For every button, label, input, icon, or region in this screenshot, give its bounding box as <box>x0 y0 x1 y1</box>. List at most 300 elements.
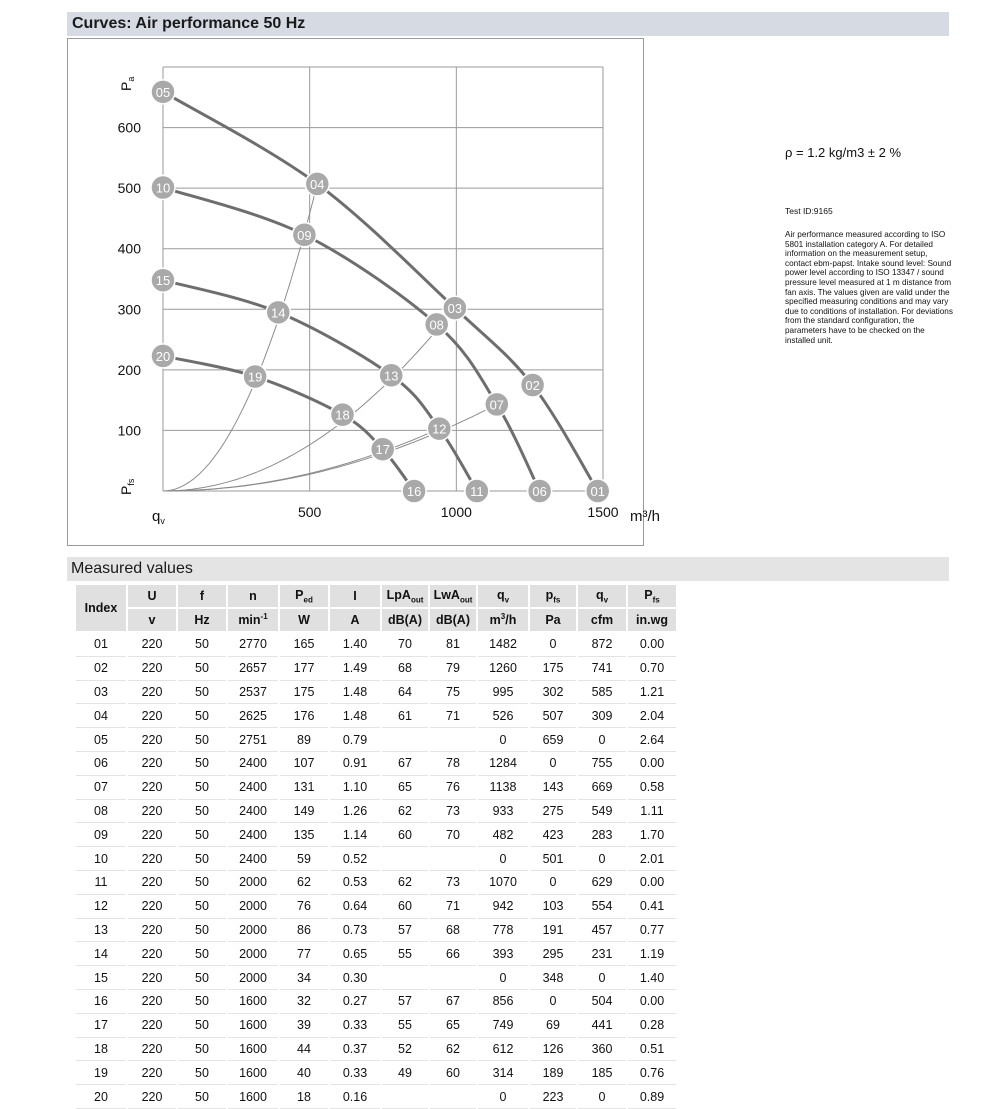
table-cell: 220 <box>128 847 176 871</box>
table-cell: 131 <box>280 776 328 800</box>
table-cell: 223 <box>530 1085 576 1109</box>
table-cell: 76 <box>280 895 328 919</box>
table-cell: 0.73 <box>330 919 380 943</box>
operating-point-label: 16 <box>406 484 422 499</box>
table-cell: 77 <box>280 942 328 966</box>
table-cell: 360 <box>578 1038 626 1062</box>
table-cell: 71 <box>430 895 476 919</box>
table-cell: 60 <box>382 823 428 847</box>
table-cell: 50 <box>178 990 226 1014</box>
table-cell: 60 <box>430 1061 476 1085</box>
table-cell: 50 <box>178 1014 226 1038</box>
table-row <box>76 800 676 824</box>
table-cell: 0.00 <box>628 990 676 1014</box>
section-title: Curves: Air performance 50 Hz <box>72 15 306 32</box>
table-cell: 57 <box>382 919 428 943</box>
table-cell: 482 <box>478 823 528 847</box>
operating-point-label: 08 <box>429 317 444 333</box>
table-cell: 149 <box>280 800 328 824</box>
table-cell: 0.00 <box>628 633 676 657</box>
table-row <box>76 1014 676 1038</box>
table-cell: 2.04 <box>628 704 676 728</box>
table-cell: 755 <box>578 752 626 776</box>
table-cell: 75 <box>430 681 476 705</box>
table-cell: 50 <box>178 728 226 752</box>
column-unit: dB(A) <box>382 609 428 633</box>
table-cell <box>430 966 476 990</box>
table-cell: 62 <box>430 1038 476 1062</box>
table-cell: 0 <box>578 1085 626 1109</box>
table-cell: 68 <box>382 657 428 681</box>
column-unit: Hz <box>178 609 226 633</box>
table-cell: 612 <box>478 1038 528 1062</box>
table-cell: 348 <box>530 966 576 990</box>
table-cell: 2400 <box>228 752 278 776</box>
table-cell: 0.51 <box>628 1038 676 1062</box>
column-header: n <box>228 585 278 609</box>
table-cell: 50 <box>178 895 226 919</box>
table-cell: 70 <box>430 823 476 847</box>
table-cell: 2400 <box>228 823 278 847</box>
table-cell <box>430 1085 476 1109</box>
table-cell: 314 <box>478 1061 528 1085</box>
column-unit: W <box>280 609 328 633</box>
table-row <box>76 704 676 728</box>
column-unit: cfm <box>578 609 626 633</box>
table-cell: 65 <box>382 776 428 800</box>
table-cell: 107 <box>280 752 328 776</box>
table-cell: 2000 <box>228 895 278 919</box>
table-cell: 89 <box>280 728 328 752</box>
table-cell: 1.19 <box>628 942 676 966</box>
x-axis-unit-label: m³/h <box>630 508 660 525</box>
operating-point-label: 03 <box>447 301 463 317</box>
table-cell: 1260 <box>478 657 528 681</box>
table-row <box>76 942 676 966</box>
table-cell: 554 <box>578 895 626 919</box>
column-unit: $m^3/h$ <box>478 609 528 633</box>
table-cell: 50 <box>178 1061 226 1085</box>
table-cell: 220 <box>128 871 176 895</box>
table-cell: 1.26 <box>330 800 380 824</box>
table-cell: 81 <box>430 633 476 657</box>
table-row <box>76 681 676 705</box>
table-cell: 55 <box>382 1014 428 1038</box>
table-cell: 2537 <box>228 681 278 705</box>
table-row <box>76 847 676 871</box>
y-tick-label: 200 <box>117 361 141 378</box>
operating-point-label: 11 <box>470 484 484 499</box>
table-cell: 0.76 <box>628 1061 676 1085</box>
table-cell: 191 <box>530 919 576 943</box>
table-cell: 0.00 <box>628 871 676 895</box>
table-cell: 64 <box>382 681 428 705</box>
table-cell: 2000 <box>228 942 278 966</box>
table-cell: 220 <box>128 752 176 776</box>
column-header: $P_{ed}$ <box>280 585 328 609</box>
table-cell: 50 <box>178 752 226 776</box>
table-cell: 0 <box>478 1085 528 1109</box>
x-tick-label: 500 <box>297 504 322 520</box>
table-cell: 61 <box>382 704 428 728</box>
table-cell: 50 <box>178 776 226 800</box>
table-cell: 220 <box>128 919 176 943</box>
table-cell: 19 <box>76 1061 126 1085</box>
table-cell: 08 <box>76 800 126 824</box>
table-row <box>76 823 676 847</box>
column-header: $p_{fs}$ <box>530 585 576 609</box>
table-cell: 52 <box>382 1038 428 1062</box>
table-cell: 457 <box>578 919 626 943</box>
operating-point-label: 10 <box>155 180 171 196</box>
operating-point-label: 09 <box>297 227 312 243</box>
table-cell: 0.70 <box>628 657 676 681</box>
table-cell: 1.48 <box>330 704 380 728</box>
table-cell: 2000 <box>228 871 278 895</box>
table-cell: 659 <box>530 728 576 752</box>
operating-point-label: 04 <box>310 176 325 192</box>
table-cell: 0 <box>578 966 626 990</box>
table-cell: 17 <box>76 1014 126 1038</box>
table-cell: 126 <box>530 1038 576 1062</box>
table-cell: 175 <box>280 681 328 705</box>
table-cell: 2000 <box>228 966 278 990</box>
table-cell: 16 <box>76 990 126 1014</box>
table-cell: 0.37 <box>330 1038 380 1062</box>
table-cell: 669 <box>578 776 626 800</box>
y-tick-label: 500 <box>117 180 141 197</box>
fan-curve <box>163 188 540 491</box>
table-cell: 220 <box>128 966 176 990</box>
table-cell: 629 <box>578 871 626 895</box>
table-cell: 57 <box>382 990 428 1014</box>
column-header: LwA$_{out}$ <box>430 585 476 609</box>
table-cell: 0.33 <box>330 1014 380 1038</box>
table-cell: 60 <box>382 895 428 919</box>
table-cell: 02 <box>76 657 126 681</box>
table-cell: 220 <box>128 1014 176 1038</box>
table-cell: 20 <box>76 1085 126 1109</box>
chart-svg <box>68 39 660 545</box>
table-cell: 0.27 <box>330 990 380 1014</box>
table-cell: 62 <box>280 871 328 895</box>
operating-point-label: 20 <box>155 348 171 364</box>
column-unit: dB(A) <box>430 609 476 633</box>
column-header: U <box>128 585 176 609</box>
table-cell: 1.11 <box>628 800 676 824</box>
table-cell: 0 <box>478 847 528 871</box>
table-cell: 220 <box>128 800 176 824</box>
table-cell: 741 <box>578 657 626 681</box>
table-cell: 283 <box>578 823 626 847</box>
table-cell: 79 <box>430 657 476 681</box>
table-units-row <box>76 609 676 633</box>
table-cell: 03 <box>76 681 126 705</box>
measured-values-table-wrap <box>74 585 678 1109</box>
table-cell: 189 <box>530 1061 576 1085</box>
table-cell: 18 <box>280 1085 328 1109</box>
table-cell: 62 <box>382 871 428 895</box>
table-cell: 09 <box>76 823 126 847</box>
table-cell: 50 <box>178 633 226 657</box>
table-cell: 2657 <box>228 657 278 681</box>
table-cell: 73 <box>430 800 476 824</box>
table-cell: 1600 <box>228 1014 278 1038</box>
table-cell: 2.01 <box>628 847 676 871</box>
table-section-header <box>67 557 949 581</box>
column-header: LpA$_{out}$ <box>382 585 428 609</box>
table-cell: 2400 <box>228 847 278 871</box>
table-cell: 0.30 <box>330 966 380 990</box>
system-curve <box>163 308 455 491</box>
table-cell: 549 <box>578 800 626 824</box>
table-cell: 585 <box>578 681 626 705</box>
operating-point-label: 13 <box>383 368 399 384</box>
operating-point-label: 05 <box>155 84 171 100</box>
table-row <box>76 1061 676 1085</box>
y-tick-label: 300 <box>117 301 141 318</box>
x-tick-label: 1500 <box>587 504 619 520</box>
table-cell: 66 <box>430 942 476 966</box>
table-row <box>76 1038 676 1062</box>
table-cell: 44 <box>280 1038 328 1062</box>
table-cell: 2.64 <box>628 728 676 752</box>
table-row <box>76 728 676 752</box>
chart-section-header <box>67 12 949 36</box>
y-tick-label: 100 <box>117 422 141 439</box>
table-cell: 220 <box>128 776 176 800</box>
table-cell: 2625 <box>228 704 278 728</box>
table-cell: 0.65 <box>330 942 380 966</box>
table-cell: 995 <box>478 681 528 705</box>
table-cell: 1.70 <box>628 823 676 847</box>
table-cell: 2400 <box>228 800 278 824</box>
table-cell: 295 <box>530 942 576 966</box>
table-cell: 18 <box>76 1038 126 1062</box>
table-row <box>76 752 676 776</box>
table-cell: 34 <box>280 966 328 990</box>
table-cell: 11 <box>76 871 126 895</box>
operating-point-label: 01 <box>590 484 605 499</box>
table-cell: 59 <box>280 847 328 871</box>
table-cell: 50 <box>178 657 226 681</box>
table-cell: 0 <box>530 990 576 1014</box>
table-cell: 441 <box>578 1014 626 1038</box>
table-cell: 220 <box>128 1061 176 1085</box>
table-cell: 942 <box>478 895 528 919</box>
operating-point-label: 12 <box>432 421 447 437</box>
table-cell: 220 <box>128 681 176 705</box>
table-row <box>76 871 676 895</box>
fan-curve <box>163 356 414 491</box>
table-cell: 0.64 <box>330 895 380 919</box>
table-cell: 220 <box>128 633 176 657</box>
table-cell: 71 <box>430 704 476 728</box>
table-cell: 10 <box>76 847 126 871</box>
table-cell: 526 <box>478 704 528 728</box>
table-cell: 0.41 <box>628 895 676 919</box>
table-cell: 0 <box>530 752 576 776</box>
y-tick-label: 400 <box>117 240 141 257</box>
table-cell: 0.79 <box>330 728 380 752</box>
table-cell: 68 <box>430 919 476 943</box>
operating-point-label: 07 <box>489 397 505 413</box>
column-header: $q_v$ <box>578 585 626 609</box>
air-density-note: ρ = 1.2 kg/m3 ± 2 % <box>785 145 902 160</box>
column-header: $q_v$ <box>478 585 528 609</box>
table-cell: 1600 <box>228 1038 278 1062</box>
y-axis-bottom-label: $P_{fs}$ <box>118 478 136 495</box>
table-cell: 1600 <box>228 990 278 1014</box>
table-cell: 14 <box>76 942 126 966</box>
table-cell: 1070 <box>478 871 528 895</box>
table-cell: 220 <box>128 1085 176 1109</box>
table-cell <box>382 847 428 871</box>
table-cell: 50 <box>178 823 226 847</box>
table-cell: 0.00 <box>628 752 676 776</box>
table-cell: 50 <box>178 966 226 990</box>
column-unit: A <box>330 609 380 633</box>
table-cell: 1482 <box>478 633 528 657</box>
table-cell: 1.40 <box>628 966 676 990</box>
column-unit: in.wg <box>628 609 676 633</box>
table-cell: 2000 <box>228 919 278 943</box>
table-row <box>76 990 676 1014</box>
table-cell: 0.52 <box>330 847 380 871</box>
table-cell: 176 <box>280 704 328 728</box>
table-row <box>76 633 676 657</box>
table-cell: 1284 <box>478 752 528 776</box>
table-cell: 0.33 <box>330 1061 380 1085</box>
table-cell: 39 <box>280 1014 328 1038</box>
table-cell: 78 <box>430 752 476 776</box>
table-cell: 103 <box>530 895 576 919</box>
table-cell: 302 <box>530 681 576 705</box>
table-cell: 0.91 <box>330 752 380 776</box>
table-cell: 143 <box>530 776 576 800</box>
table-cell: 933 <box>478 800 528 824</box>
table-cell: 50 <box>178 800 226 824</box>
operating-point-label: 06 <box>532 484 547 499</box>
table-cell: 1.48 <box>330 681 380 705</box>
table-cell: 1600 <box>228 1085 278 1109</box>
table-cell: 04 <box>76 704 126 728</box>
table-row <box>76 966 676 990</box>
x-axis-label: $q_v$ <box>152 508 165 526</box>
table-cell: 165 <box>280 633 328 657</box>
table-cell: 01 <box>76 633 126 657</box>
table-cell: 275 <box>530 800 576 824</box>
table-cell: 0.89 <box>628 1085 676 1109</box>
table-cell: 1600 <box>228 1061 278 1085</box>
fan-curve <box>163 92 598 491</box>
table-cell: 0 <box>478 728 528 752</box>
table-cell: 778 <box>478 919 528 943</box>
table-cell: 12 <box>76 895 126 919</box>
table-cell: 749 <box>478 1014 528 1038</box>
table-row <box>76 895 676 919</box>
table-cell <box>430 728 476 752</box>
table-row <box>76 657 676 681</box>
table-cell: 70 <box>382 633 428 657</box>
table-cell: 0 <box>578 728 626 752</box>
table-cell: 423 <box>530 823 576 847</box>
table-cell: 50 <box>178 871 226 895</box>
x-tick-label: 1000 <box>440 504 472 520</box>
table-cell: 07 <box>76 776 126 800</box>
operating-point-label: 19 <box>247 369 263 385</box>
table-cell: 507 <box>530 704 576 728</box>
table-cell: 55 <box>382 942 428 966</box>
system-curve <box>163 429 439 491</box>
table-cell: 50 <box>178 704 226 728</box>
table-cell: 1.49 <box>330 657 380 681</box>
column-unit: v <box>128 609 176 633</box>
table-cell: 0 <box>578 847 626 871</box>
operating-point-label: 15 <box>155 273 171 289</box>
table-cell: 309 <box>578 704 626 728</box>
table-cell: 50 <box>178 942 226 966</box>
table-cell <box>382 1085 428 1109</box>
operating-point-label: 17 <box>375 442 390 458</box>
table-cell: 76 <box>430 776 476 800</box>
table-cell: 32 <box>280 990 328 1014</box>
operating-point-label: 02 <box>525 378 540 393</box>
table-cell: 185 <box>578 1061 626 1085</box>
table-cell: 1.14 <box>330 823 380 847</box>
table-cell: 50 <box>178 681 226 705</box>
column-header: f <box>178 585 226 609</box>
table-cell: 0.58 <box>628 776 676 800</box>
table-cell <box>430 847 476 871</box>
fan-curve <box>163 280 477 491</box>
column-header: I <box>330 585 380 609</box>
table-row <box>76 1085 676 1109</box>
operating-point-label: 18 <box>335 407 350 423</box>
air-performance-chart <box>67 38 660 546</box>
column-header-index: Index <box>76 585 126 633</box>
table-cell: 504 <box>578 990 626 1014</box>
table-cell <box>382 966 428 990</box>
table-cell: 86 <box>280 919 328 943</box>
table-cell: 50 <box>178 919 226 943</box>
table-cell: 220 <box>128 895 176 919</box>
table-cell: 50 <box>178 847 226 871</box>
table-cell: 220 <box>128 704 176 728</box>
table-cell: 220 <box>128 823 176 847</box>
table-cell: 393 <box>478 942 528 966</box>
table-row <box>76 776 676 800</box>
table-cell: 67 <box>382 752 428 776</box>
table-cell: 220 <box>128 990 176 1014</box>
table-cell: 73 <box>430 871 476 895</box>
table-cell: 2400 <box>228 776 278 800</box>
y-tick-label: 600 <box>117 119 141 136</box>
table-cell: 0 <box>530 871 576 895</box>
table-cell: 1.10 <box>330 776 380 800</box>
table-cell: 15 <box>76 966 126 990</box>
table-cell: 220 <box>128 942 176 966</box>
table-cell: 67 <box>430 990 476 1014</box>
table-cell: 13 <box>76 919 126 943</box>
table-cell: 2751 <box>228 728 278 752</box>
table-cell: 220 <box>128 657 176 681</box>
operating-point-label: 14 <box>271 305 286 321</box>
table-cell: 0.16 <box>330 1085 380 1109</box>
table-cell: 0.53 <box>330 871 380 895</box>
table-cell: 872 <box>578 633 626 657</box>
table-cell: 1.21 <box>628 681 676 705</box>
